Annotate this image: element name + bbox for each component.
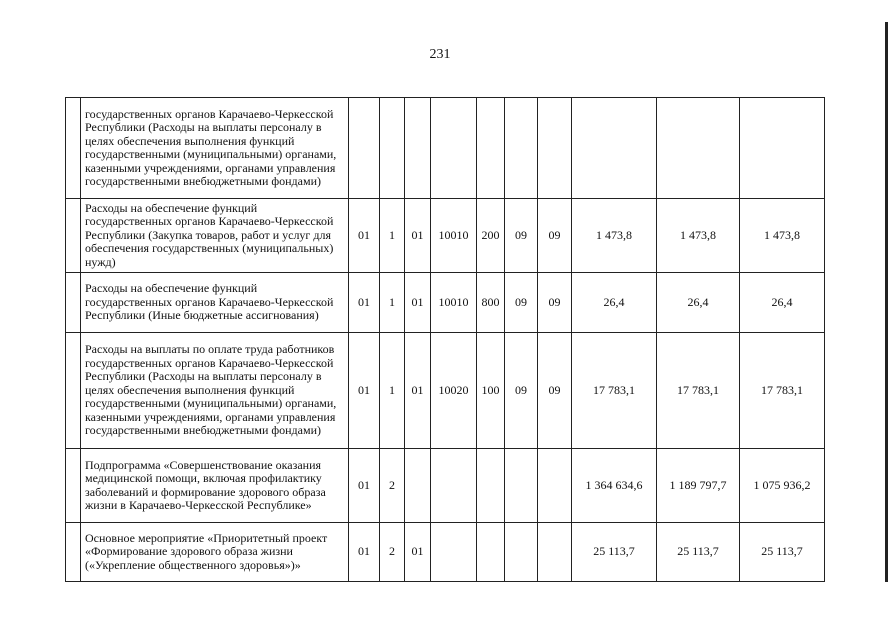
- amount-cell: 1 364 634,6: [572, 449, 657, 523]
- code-cell: 1: [380, 273, 405, 333]
- blank-cell: [66, 333, 81, 449]
- amount-cell: [657, 98, 740, 199]
- blank-cell: [66, 523, 81, 582]
- row-name: Подпрограмма «Совершенствование оказания медицинской помощи, включая профилактику заболеваний и формирование здорового образа жизни в Карачаево-Черкесской Республике»: [81, 449, 349, 523]
- code-cell: 09: [538, 333, 572, 449]
- table-row: [66, 333, 825, 449]
- amount-cell: 25 113,7: [740, 523, 825, 582]
- table-body: [66, 98, 825, 582]
- scan-edge-line: [885, 22, 888, 582]
- row-name: Расходы на обеспечение функций государственных органов Карачаево-Черкесской Республики (Закупка товаров, работ и услуг для обеспечения государственных (муниципальных) нужд): [81, 199, 349, 273]
- code-cell: [477, 523, 505, 582]
- code-cell: 01: [349, 333, 380, 449]
- budget-table: [65, 97, 825, 582]
- code-cell: [538, 523, 572, 582]
- table-row: [66, 523, 825, 582]
- code-cell: 09: [505, 333, 538, 449]
- code-cell: [477, 449, 505, 523]
- code-cell: 01: [349, 199, 380, 273]
- table-row: [66, 273, 825, 333]
- amount-cell: 26,4: [572, 273, 657, 333]
- amount-cell: 1 189 797,7: [657, 449, 740, 523]
- code-cell: [405, 98, 431, 199]
- row-name: Расходы на выплаты по оплате труда работников государственных органов Карачаево-Черкесской Республики (Расходы на выплаты персоналу в целях обеспечения выполнения функций государственными (муниципальными) органами, казенными учреждениями, органами управления государственными внебюджетными фондами): [81, 333, 349, 449]
- code-cell: 09: [505, 273, 538, 333]
- code-cell: [505, 449, 538, 523]
- code-cell: 200: [477, 199, 505, 273]
- code-cell: 1: [380, 199, 405, 273]
- blank-cell: [66, 98, 81, 199]
- code-cell: [431, 523, 477, 582]
- amount-cell: 17 783,1: [572, 333, 657, 449]
- code-cell: 10010: [431, 273, 477, 333]
- row-name: государственных органов Карачаево-Черкесской Республики (Расходы на выплаты персоналу в целях обеспечения выполнения функций государственными (муниципальными) органами, казенными учреждениями, органами управления государственными внебюджетными фондами): [81, 98, 349, 199]
- amount-cell: 26,4: [657, 273, 740, 333]
- amount-cell: 25 113,7: [657, 523, 740, 582]
- table-row: [66, 199, 825, 273]
- code-cell: [380, 98, 405, 199]
- table-row: [66, 98, 825, 199]
- blank-cell: [66, 273, 81, 333]
- page-number: 231: [429, 47, 451, 62]
- code-cell: 01: [349, 273, 380, 333]
- row-name: Основное мероприятие «Приоритетный проект «Формирование здорового образа жизни («Укрепление общественного здоровья»)»: [81, 523, 349, 582]
- code-cell: [431, 449, 477, 523]
- code-cell: 01: [405, 273, 431, 333]
- amount-cell: 17 783,1: [657, 333, 740, 449]
- blank-cell: [66, 199, 81, 273]
- amount-cell: [572, 98, 657, 199]
- table-row: [66, 449, 825, 523]
- code-cell: 2: [380, 523, 405, 582]
- amount-cell: [740, 98, 825, 199]
- code-cell: [538, 98, 572, 199]
- code-cell: 09: [538, 199, 572, 273]
- code-cell: 01: [405, 199, 431, 273]
- code-cell: [477, 98, 505, 199]
- code-cell: [505, 523, 538, 582]
- amount-cell: 1 473,8: [572, 199, 657, 273]
- code-cell: 01: [349, 523, 380, 582]
- code-cell: 10020: [431, 333, 477, 449]
- code-cell: 10010: [431, 199, 477, 273]
- row-name: Расходы на обеспечение функций государственных органов Карачаево-Черкесской Республики (Иные бюджетные ассигнования): [81, 273, 349, 333]
- code-cell: 09: [505, 199, 538, 273]
- code-cell: 800: [477, 273, 505, 333]
- code-cell: [538, 449, 572, 523]
- amount-cell: 1 473,8: [740, 199, 825, 273]
- amount-cell: 1 075 936,2: [740, 449, 825, 523]
- code-cell: [505, 98, 538, 199]
- code-cell: [349, 98, 380, 199]
- code-cell: 01: [405, 523, 431, 582]
- code-cell: 09: [538, 273, 572, 333]
- code-cell: 100: [477, 333, 505, 449]
- amount-cell: 25 113,7: [572, 523, 657, 582]
- amount-cell: 17 783,1: [740, 333, 825, 449]
- blank-cell: [66, 449, 81, 523]
- code-cell: 1: [380, 333, 405, 449]
- amount-cell: 26,4: [740, 273, 825, 333]
- code-cell: 2: [380, 449, 405, 523]
- code-cell: [405, 449, 431, 523]
- amount-cell: 1 473,8: [657, 199, 740, 273]
- code-cell: 01: [405, 333, 431, 449]
- code-cell: [431, 98, 477, 199]
- code-cell: 01: [349, 449, 380, 523]
